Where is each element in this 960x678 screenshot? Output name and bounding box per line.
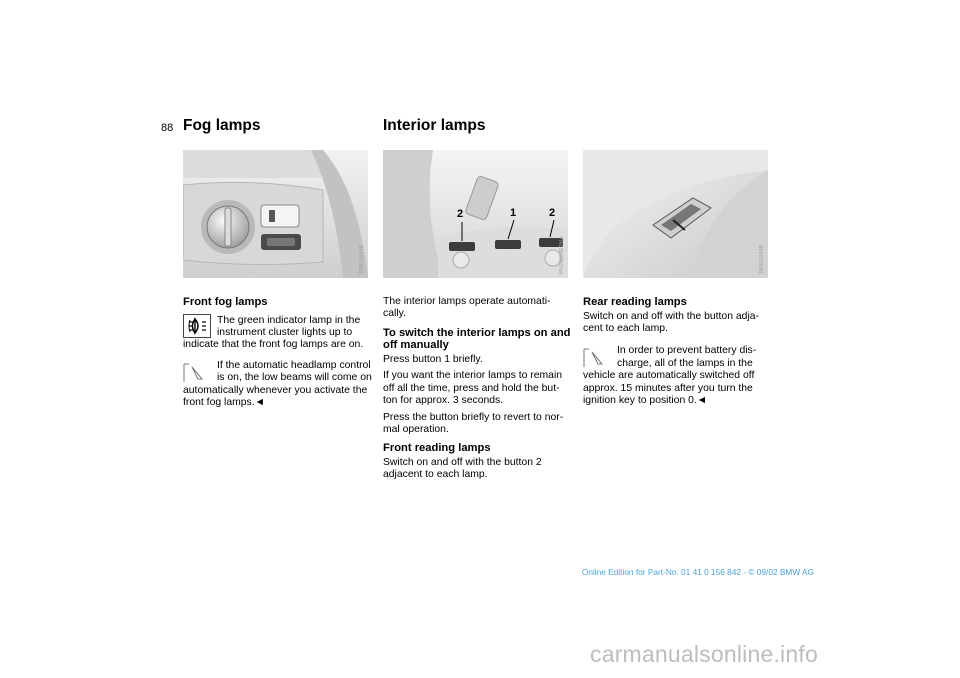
figure-code: MV05804E3MA	[559, 235, 565, 274]
fog-lamp-note: If the automatic headlamp control is on, the low beams will come on automatically whenever you activate the front fog lamps.	[183, 359, 372, 409]
interior-lamps-text	[383, 296, 573, 486]
interior-lamps-title: Interior lamps	[383, 117, 486, 134]
manual-step-2: If you want the interior lamps to remain off all the time, press and hold the but-ton for approx. 3 seconds.	[383, 370, 563, 407]
note-icon	[183, 363, 211, 383]
page-number: 88	[161, 122, 174, 134]
rear-reading-lamp-figure	[583, 150, 768, 278]
rear-reading-lamps-text	[583, 296, 773, 411]
interior-intro: The interior lamps operate automati-cally.	[383, 296, 551, 320]
rear-reading-lamps-para: Switch on and off with the button adja-cent to each lamp.	[583, 310, 759, 334]
manual-switch-heading: To switch the interior lamps on and off manually	[383, 326, 571, 352]
callout-2-left: 2	[457, 208, 464, 220]
manual-step-3: Press the button briefly to revert to nor-mal operation.	[383, 411, 564, 436]
fog-lamp-note-text	[183, 360, 373, 410]
watermark: carmanualsonline.info	[590, 641, 818, 667]
end-mark: ◄	[254, 397, 265, 409]
figure-code: 390US0048	[359, 244, 365, 274]
callout-1: 1	[510, 207, 517, 219]
battery-note	[583, 345, 773, 407]
manual-step-1: Press button 1 briefly.	[383, 354, 483, 365]
figure-code: 390US0049	[759, 244, 765, 274]
online-edition-footer: Online Edition for Part-No. 01 41 0 156 842 - © 09/02 BMW AG	[581, 567, 814, 577]
front-reading-lamps-heading: Front reading lamps	[383, 442, 491, 455]
front-reading-lamps-text: Switch on and off with the button 2 adjacent to each lamp.	[383, 457, 542, 481]
callout-2-right: 2	[549, 207, 556, 219]
fog-lamp-indicator-icon	[183, 314, 211, 338]
interior-lamps-figure	[383, 150, 568, 278]
fog-lamps-text	[183, 296, 373, 413]
fog-lamps-title: Fog lamps	[183, 117, 261, 134]
battery-note-text: In order to prevent battery dis-charge, all of the lamps in the vehicle are automatically switched off approx. 15 minutes after you turn the ignition key to position 0.	[583, 345, 757, 407]
front-fog-lamps-heading: Front fog lamps	[183, 296, 268, 308]
fog-lamp-indicator-text: The green indicator lamp in the instrument cluster lights up to indicate that the front fog lamps are on.	[183, 314, 364, 351]
end-mark: ◄	[696, 395, 708, 407]
rear-reading-lamps-heading: Rear reading lamps	[583, 296, 687, 308]
headlamp-switch-figure	[183, 150, 368, 278]
note-icon	[583, 348, 611, 368]
